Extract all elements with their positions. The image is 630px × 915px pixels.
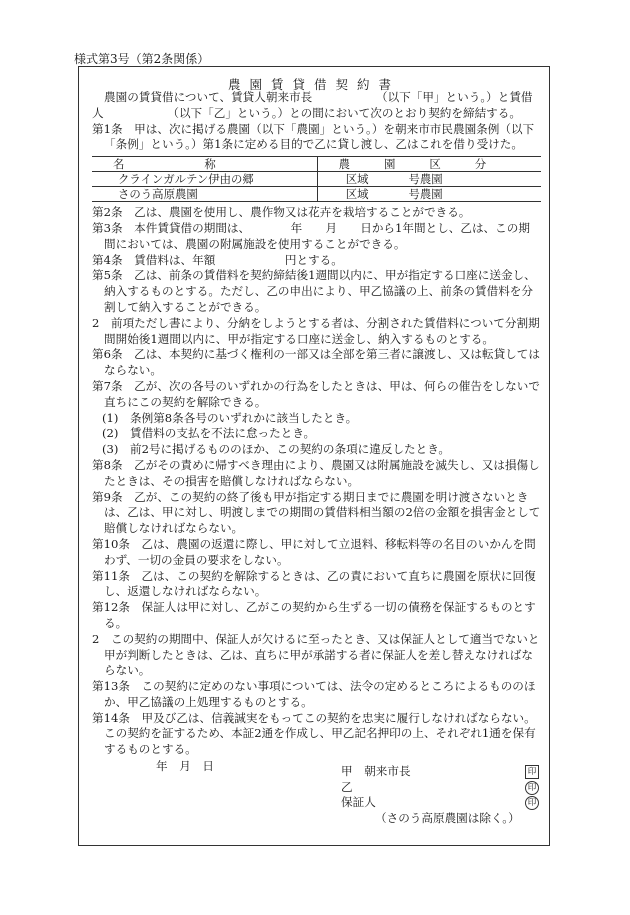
table-row <box>92 187 541 202</box>
signature-row-guarantor <box>341 795 539 811</box>
table-header-area: 農園区分 <box>317 157 541 172</box>
article-11: 第11条 乙は、この契約を解除するときは、乙の責において直ちに農園を原状に回復し、返還しなければならない。 <box>92 568 536 599</box>
article-13: 第13条 この契約に定めのない事項については、法令の定めるところによるもののほか、甲乙協議の上処理するものとする。 <box>92 679 536 709</box>
table-row <box>92 172 541 187</box>
article-1: 第1条 甲は、次に掲げる農園（以下「農園」という。）を朝来市市民農園条例（以下「条例」という。）第1条に定める目的で乙に貸し渡し、乙はこれを借り受けた。 <box>92 121 535 152</box>
article-5-paragraph-2: 2 前項ただし書により、分納をしようとする者は、分割された賃借料について分割期間開始後1週間以内に、甲が指定する口座に送金し、納入するものとする。 <box>92 315 540 346</box>
article-5: 第5条 乙は、前条の賃借料を契約締結後1週間以内に、甲が指定する口座に送金し、納入するものとする。ただし、乙の申出により、甲乙協議の上、前条の賃借料を分割して納入することができる。 <box>92 268 536 314</box>
farm-name: クラインガルテン伊由の郷 <box>92 172 317 187</box>
intro-paragraph: 農園の賃貸借について、賃貸人朝来市長 （以下「甲」という。）と賃借人 （以下「乙」という。）との間において次のとおり契約を締結する。 <box>92 90 533 120</box>
contract-date-line: 年 月 日 <box>156 759 214 774</box>
article-7: 第7条 乙が、次の各号のいずれかの行為をしたときは、甲は、何らの催告をしないで直ちにこの契約を解除できる。 <box>92 378 540 409</box>
farm-area <box>317 187 541 202</box>
article-4: 第4条 賃借料は、年額 円とする。 <box>92 252 343 267</box>
article-12-paragraph-2: 2 この契約の期間中、保証人が欠けるに至ったとき、又は保証人として適当でないと甲が判断したときは、乙は、直ちに甲が承諾する者に保証人を差し替えなければならない。 <box>92 631 540 678</box>
guarantor-label: 保証人 <box>341 795 376 809</box>
signature-block <box>341 764 539 826</box>
signature-row-party-b <box>341 780 539 796</box>
article-7-item-3: (3) 前2号に掲げるもののほか、この契約の条項に違反したとき。 <box>102 442 450 457</box>
party-b-label: 乙 <box>341 779 353 794</box>
party-a-label: 甲 朝来市長 <box>341 764 411 778</box>
article-6: 第6条 乙は、本契約に基づく権利の一部又は全部を第三者に譲渡し、又は転貸してはならない。 <box>92 347 540 378</box>
document-title: 農園賃貸借契約書 <box>227 77 400 92</box>
seal-round-icon: 印 <box>525 796 539 810</box>
signature-row-party-a <box>341 764 539 780</box>
seal-square-icon: 印 <box>525 765 539 779</box>
farm-table <box>92 156 541 202</box>
article-8: 第8条 乙がその責めに帰すべき理由により、農園又は附属施設を滅失し、又は損傷したときは、その損害を賠償しなければならない。 <box>92 457 540 488</box>
article-12: 第12条 保証人は甲に対し、乙がこの契約から生ずる一切の債務を保証するものとする。 <box>92 600 536 630</box>
article-14: 第14条 甲及び乙は、信義誠実をもってこの契約を忠実に履行しなければならない。この契約を証するため、本証2通を作成し、甲乙記名押印の上、それぞれ1通を保有するものとする。 <box>92 710 536 757</box>
article-2: 第2条 乙は、農園を使用し、農作物又は花卉を栽培することができる。 <box>92 205 471 220</box>
article-3: 第3条 本件賃貸借の期間は、 年 月 日から1年間とし、乙は、この期間においては、農園の附属施設を使用することができる。 <box>92 220 530 251</box>
plot-number-label: 号農園 <box>408 187 443 202</box>
form-number-label: 様式第3号（第2条関係） <box>74 52 210 66</box>
seal-round-icon: 印 <box>525 781 539 795</box>
contract-frame <box>78 66 550 846</box>
article-10: 第10条 乙は、農園の返還に際し、甲に対して立退料、移転料等の名目のいかんを問わず、一切の金員の要求をしない。 <box>92 536 536 567</box>
article-7-item-2: (2) 賃借料の支払を不法に怠ったとき。 <box>102 426 316 441</box>
article-7-item-1: (1) 条例第8条各号のいずれかに該当したとき。 <box>102 410 358 425</box>
area-label: 区域 <box>345 172 369 187</box>
farm-name: さのう高原農園 <box>92 187 317 202</box>
guarantor-note: （さのう高原農園は除く。） <box>375 810 520 825</box>
table-header-name: 名称 <box>92 157 317 172</box>
article-9: 第9条 乙が、この契約の終了後も甲が指定する期日までに農園を明け渡さないときは、乙は、甲に対し、明渡しまでの期間の賃借料相当額の2倍の金額を損害金として賠償しなければならない。 <box>92 489 541 536</box>
plot-number-label: 号農園 <box>408 172 443 187</box>
farm-area <box>317 172 541 187</box>
contract-body <box>92 90 541 775</box>
area-label: 区域 <box>345 187 369 202</box>
